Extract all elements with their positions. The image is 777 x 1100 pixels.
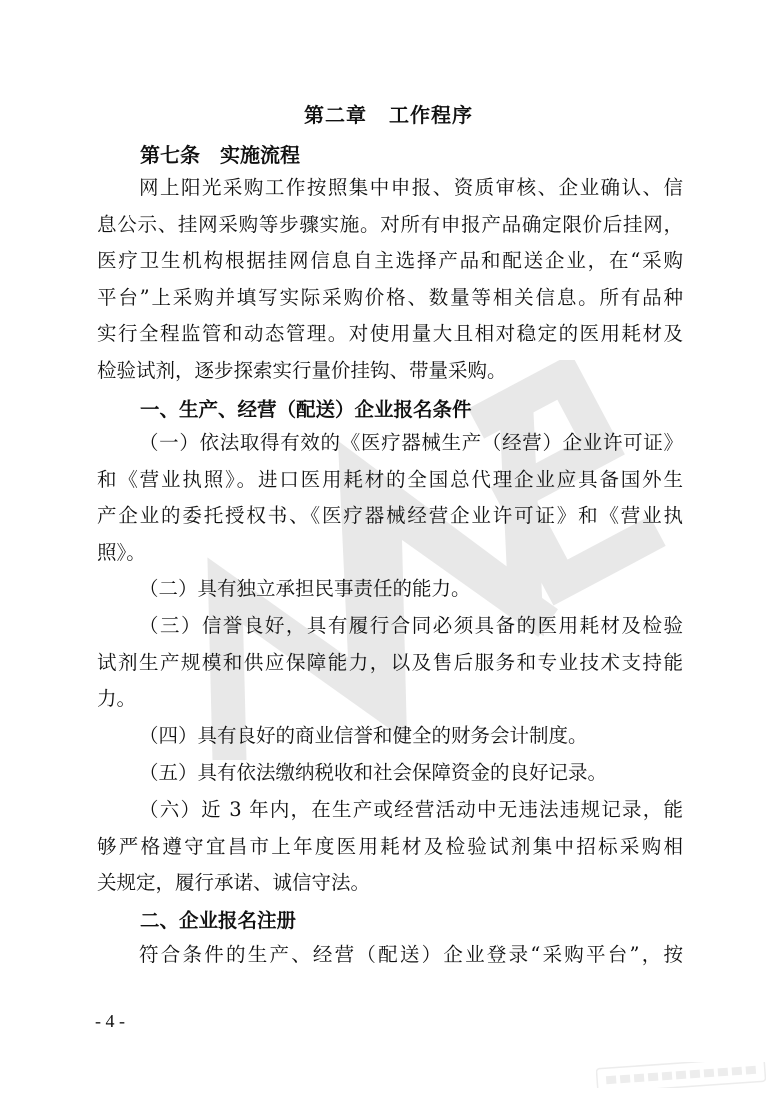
item3-line: （三）信誉良好，具有履行合同必须具备的医用耗材及检验 xyxy=(139,614,683,637)
chapter-number: 第二章 xyxy=(304,103,367,127)
section1-item4 xyxy=(97,718,683,755)
section2-line: 符合条件的生产、经营（配送）企业登录“采购平台”，按 xyxy=(139,943,683,966)
chapter-title xyxy=(0,101,777,129)
item6-line: （六）近 3 年内，在生产或经营活动中无违法违规记录，能 xyxy=(139,798,683,821)
item1-line: 照》。 xyxy=(97,540,146,564)
article-title xyxy=(140,141,300,169)
intro-line: 网上阳光采购工作按照集中申报、资质审核、企业确认、信 xyxy=(139,176,683,199)
item3-line: 力。 xyxy=(97,687,137,711)
section1-item1 xyxy=(97,425,683,571)
section1-item3 xyxy=(97,608,683,718)
item6-line: 够严格遵守宜昌市上年度医用耗材及检验试剂集中招标采购相 xyxy=(97,834,683,858)
intro-line: 实行全程监管和动态管理。对使用量大且相对稳定的医用耗材及 xyxy=(97,322,683,346)
item5-line: （五）具有依法缴纳税收和社会保障资金的良好记录。 xyxy=(139,761,608,784)
intro-line: 平台”上采购并填写实际采购价格、数量等相关信息。所有品种 xyxy=(97,285,683,309)
section2-heading: 二、企业报名注册 xyxy=(140,909,297,932)
chapter-heading: 工作程序 xyxy=(389,103,473,127)
section1-item2 xyxy=(97,571,683,608)
item3-line: 试剂生产规模和供应保障能力，以及售后服务和专业技术支持能 xyxy=(97,650,683,674)
item2-line: （二）具有独立承担民事责任的能力。 xyxy=(139,577,471,600)
item4-line: （四）具有良好的商业信誉和健全的财务会计制度。 xyxy=(139,724,588,747)
intro-paragraph xyxy=(97,170,683,390)
intro-line: 息公示、挂网采购等步骤实施。对所有申报产品确定限价后挂网， xyxy=(97,212,683,236)
item6-line: 关规定，履行承诺、诚信守法。 xyxy=(97,871,371,895)
article-number: 第七条 xyxy=(140,143,200,167)
intro-line: 医疗卫生机构根据挂网信息自主选择产品和配送企业，在“采购 xyxy=(97,249,683,273)
article-heading: 实施流程 xyxy=(220,143,300,167)
page-number: - 4 - xyxy=(95,1011,125,1031)
intro-line: 检验试剂，逐步探索实行量价挂钩、带量采购。 xyxy=(97,358,507,382)
item1-line: 产企业的委托授权书、《医疗器械经营企业许可证》和《营业执 xyxy=(97,504,683,528)
section1-item6 xyxy=(97,792,683,902)
section1-item5 xyxy=(97,755,683,792)
section2-paragraph xyxy=(97,937,683,974)
item1-line: （一）依法取得有效的《医疗器械生产（经营）企业许可证》 xyxy=(139,431,683,454)
section1-heading: 一、生产、经营（配送）企业报名条件 xyxy=(140,398,472,421)
item1-line: 和《营业执照》。进口医用耗材的全国总代理企业应具备国外生 xyxy=(97,467,683,491)
